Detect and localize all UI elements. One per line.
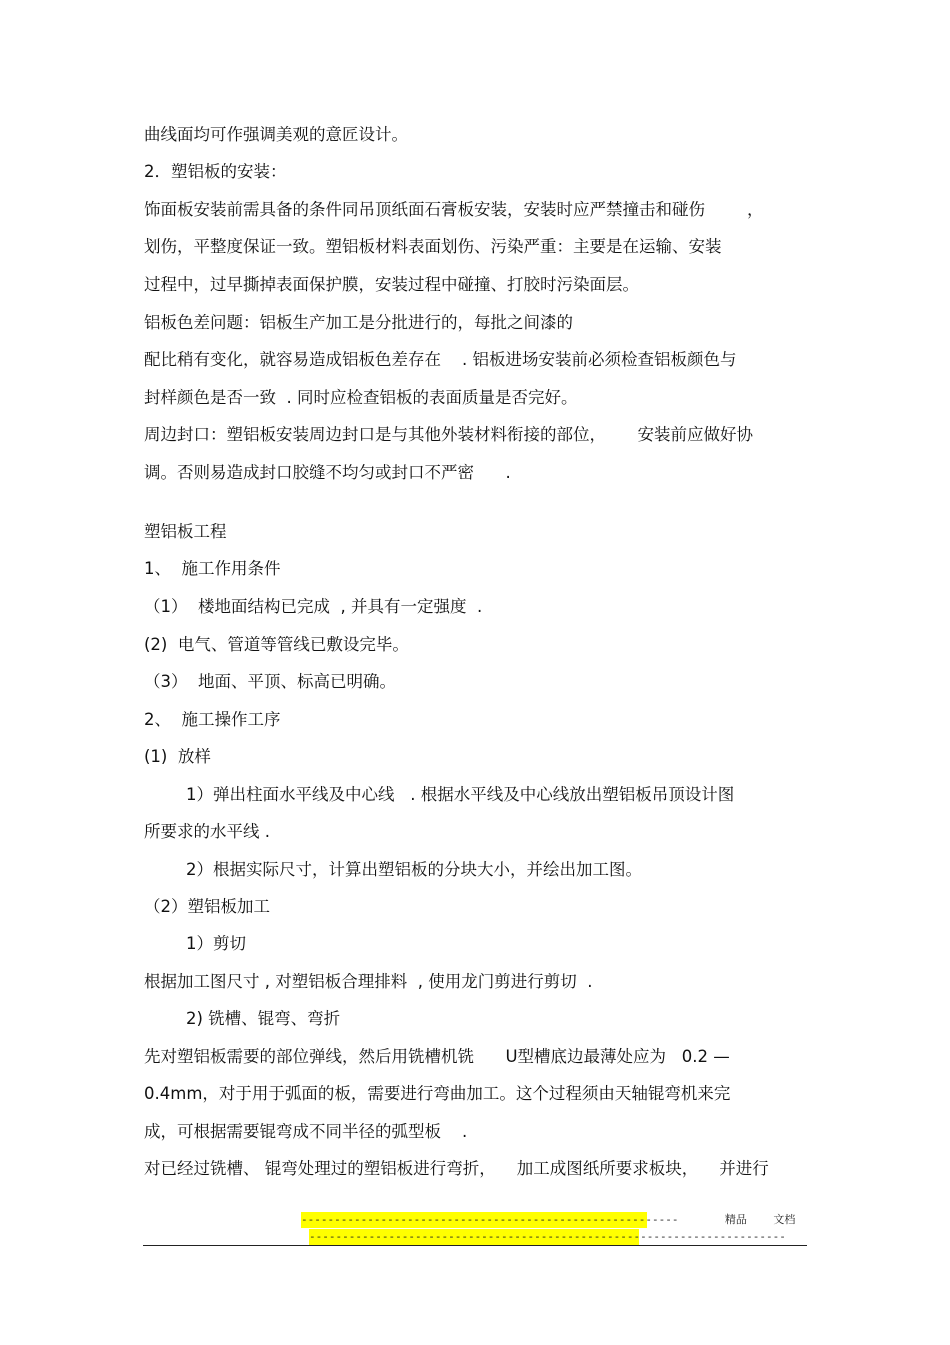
text-line: 封样颜色是否一致 . 同时应检查铝板的表面质量是否完好。 — [144, 388, 578, 407]
list-item: 2) 铣槽、锟弯、弯折 — [186, 1009, 341, 1028]
list-item: 2、 施工操作工序 — [144, 710, 281, 729]
list-item: （3） 地面、平顶、标高已明确。 — [144, 672, 396, 691]
footer-watermark-line: --------------------------------------------------------- 精品 文档 — [301, 1213, 796, 1226]
list-item: （1） 楼地面结构已完成 , 并具有一定强度 . — [144, 597, 483, 616]
text-line: 0.4mm，对于用于弧面的板，需要进行弯曲加工。这个过程须由天轴锟弯机来完 — [144, 1084, 731, 1103]
list-item: 1）剪切 — [186, 934, 246, 953]
text-line: 划伤，平整度保证一致。塑铝板材料表面划伤、污染严重：主要是在运输、安装 — [144, 237, 722, 256]
text-line: 周边封口：塑铝板安装周边封口是与其他外装材料衔接的部位， 安装前应做好协 — [144, 425, 753, 444]
list-item: (1) 放样 — [144, 747, 211, 766]
text-line: 铝板色差问题：铝板生产加工是分批进行的，每批之间漆的 — [144, 313, 573, 332]
text-line: 所要求的水平线 . — [144, 822, 270, 841]
list-item: 1）弹出柱面水平线及中心线 . 根据水平线及中心线放出塑铝板吊顶设计图 — [186, 785, 735, 804]
list-item: (2) 电气、管道等管线已敷设完毕。 — [144, 635, 409, 654]
footer-rule — [143, 1245, 807, 1246]
text-line: 过程中，过早撕掉表面保护膜，安装过程中碰撞、打胶时污染面层。 — [144, 275, 639, 294]
list-item: 1、 施工作用条件 — [144, 559, 281, 578]
text-line: 饰面板安装前需具备的条件同吊顶纸面石膏板安装，安装时应严禁撞击和碰伤 ， — [144, 200, 764, 219]
text-line: 调。否则易造成封口胶缝不均匀或封口不严密 . — [144, 463, 511, 482]
text-line: 对已经过铣槽、 锟弯处理过的塑铝板进行弯折， 加工成图纸所要求板块， 并进行 — [144, 1159, 769, 1178]
section-heading: 2．塑铝板的安装： — [144, 162, 287, 181]
text-line: 根据加工图尺寸 , 对塑铝板合理排料 , 使用龙门剪进行剪切 . — [144, 972, 593, 991]
footer-dash-line: ------------------------------------------------------------------------ — [309, 1230, 786, 1243]
text-line: 成，可根据需要锟弯成不同半径的弧型板 . — [144, 1122, 468, 1141]
list-item: 2）根据实际尺寸，计算出塑铝板的分块大小，并绘出加工图。 — [186, 860, 642, 879]
section-title: 塑铝板工程 — [144, 522, 227, 541]
text-line: 配比稍有变化，就容易造成铝板色差存在 . 铝板进场安装前必须检查铝板颜色与 — [144, 350, 737, 369]
text-line: 先对塑铝板需要的部位弹线，然后用铣槽机铣 U型槽底边最薄处应为 0.2 — — [144, 1047, 730, 1066]
text-line: 曲线面均可作强调美观的意匠设计。 — [144, 125, 408, 144]
list-item: （2）塑铝板加工 — [144, 897, 270, 916]
